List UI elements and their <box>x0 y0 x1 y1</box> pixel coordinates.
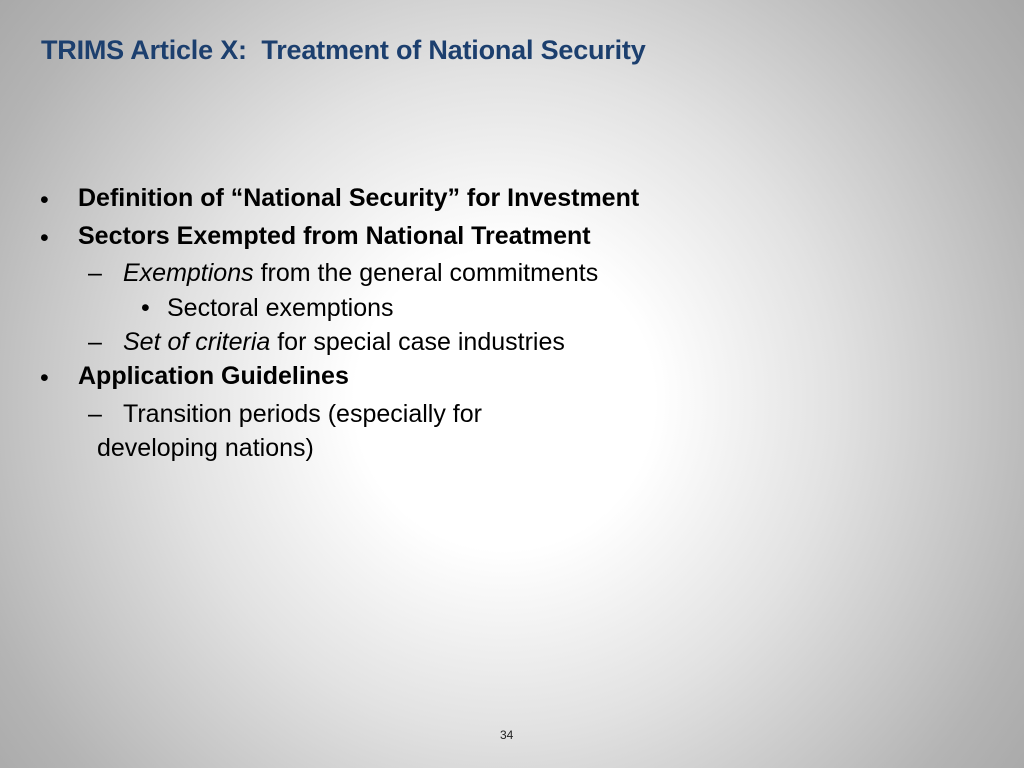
bullet-marker: • <box>40 364 49 392</box>
page-number: 34 <box>500 728 514 742</box>
sub-bullet-exemptions <box>123 259 598 288</box>
bullet-marker: • <box>40 186 49 214</box>
dash-marker: – <box>88 259 102 287</box>
dash-marker: – <box>88 400 102 428</box>
criteria-rest-text: for special case industries <box>270 328 565 356</box>
bullet-application-guidelines: Application Guidelines <box>78 362 349 390</box>
criteria-italic-text: Set of criteria <box>123 328 271 356</box>
bullet-marker: • <box>40 224 49 252</box>
exemptions-rest-text: from the general commitments <box>253 259 599 287</box>
bullet-sectors-exempted: Sectors Exempted from National Treatment <box>78 222 591 250</box>
exemptions-italic-text: Exemptions <box>123 259 254 287</box>
sub-bullet-transition-periods: Transition periods (especially for <box>123 400 482 428</box>
dash-marker: – <box>88 328 102 356</box>
bullet-marker: • <box>141 294 150 322</box>
bullet-definition-national-security: Definition of “National Security” for Investment <box>78 184 640 212</box>
sub-bullet-transition-periods-continued: developing nations) <box>97 434 314 462</box>
slide-title: TRIMS Article X: Treatment of National Security <box>41 35 646 65</box>
sub-bullet-set-of-criteria <box>123 328 565 357</box>
sub-sub-bullet-sectoral-exemptions: Sectoral exemptions <box>167 294 394 322</box>
